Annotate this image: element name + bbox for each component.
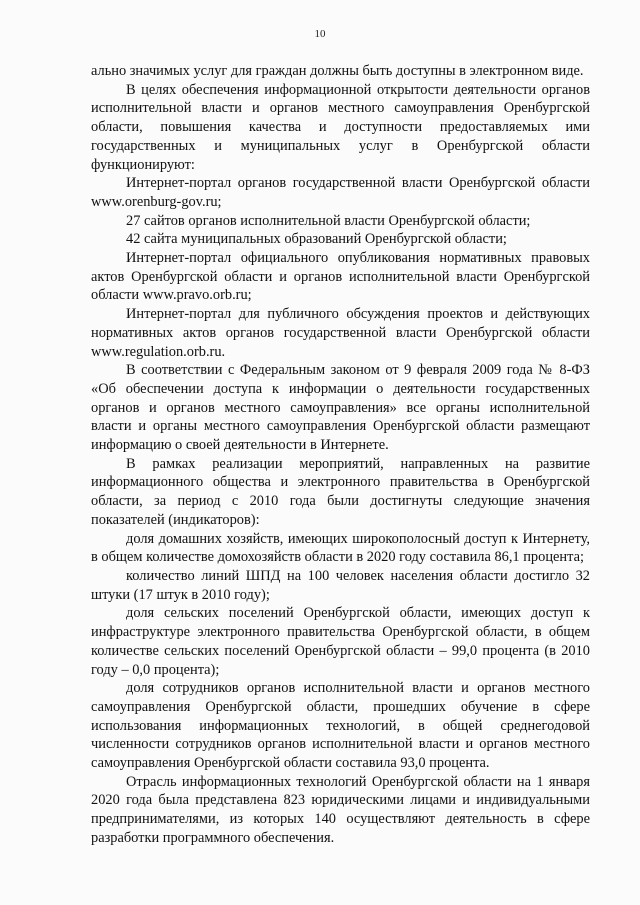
paragraph: В соответствии с Федеральным законом от 9 февраля 2009 года № 8-ФЗ «Об обеспечении доступа к информации о деятельности государственных органов и органов местного самоуправления» все органы исполнительной власти и органы местного самоуправления Оренбургской области размещают информацию о своей деятельности в Интернете. — [91, 362, 590, 454]
paragraph: В рамках реализации мероприятий, направленных на развитие информационного общества и электронного правительства в Оренбургской области, за период с 2010 года были достигнуты следующие значения показателей (индикаторов): — [91, 455, 590, 528]
paragraph: 42 сайта муниципальных образований Оренбургской области; — [126, 231, 507, 248]
paragraph: доля сотрудников органов исполнительной власти и органов местного самоуправления Оренбургской области, прошедших обучение в сфере использования информационных технологий, в общей среднегодовой численности сотрудников органов исполнительной власти и органов местного самоуправления Оренбургской области составила 93,0 процента. — [91, 680, 590, 772]
paragraph: Отрасль информационных технологий Оренбургской области на 1 января 2020 года была представлена 823 юридическими лицами и индивидуальными предпринимателями, из которых 140 осуществляют деятельность в сфере разработки программного обеспечения. — [91, 773, 590, 846]
paragraph: Интернет-портал органов государственной власти Оренбургской области www.orenburg-gov.ru; — [91, 175, 590, 210]
paragraph: доля домашних хозяйств, имеющих широкополосный доступ к Интернету, в общем количестве домохозяйств области в 2020 году составила 86,1 процента; — [91, 530, 590, 566]
paragraph: В целях обеспечения информационной открытости деятельности органов исполнительной власти и органов местного самоуправления Оренбургской области, повышения качества и доступности предоставляемых ими государственных и муниципальных услуг в Оренбургской области функционируют: — [91, 81, 590, 173]
paragraph: количество линий ШПД на 100 человек населения области достигло 32 штуки (17 штук в 2010 году); — [91, 567, 590, 603]
paragraph: ально значимых услуг для граждан должны быть доступны в электронном виде. — [91, 63, 584, 79]
paragraph: 27 сайтов органов исполнительной власти Оренбургской области; — [126, 212, 531, 229]
body-text — [91, 62, 590, 848]
paragraph: Интернет-портал официального опубликования нормативных правовых актов Оренбургской области и органов исполнительной власти Оренбургской области www.pravo.orb.ru; — [91, 250, 590, 304]
page-number: 10 — [314, 28, 326, 40]
paragraph: доля сельских поселений Оренбургской области, имеющих доступ к инфраструктуре электронного правительства Оренбургской области, в общем количестве сельских поселений Оренбургской области – 99,0 процента (в 2010 году – 0,0 процента); — [91, 605, 590, 678]
paragraph: Интернет-портал для публичного обсуждения проектов и действующих нормативных актов органов государственной власти Оренбургской области www.regulation.orb.ru. — [91, 306, 590, 360]
